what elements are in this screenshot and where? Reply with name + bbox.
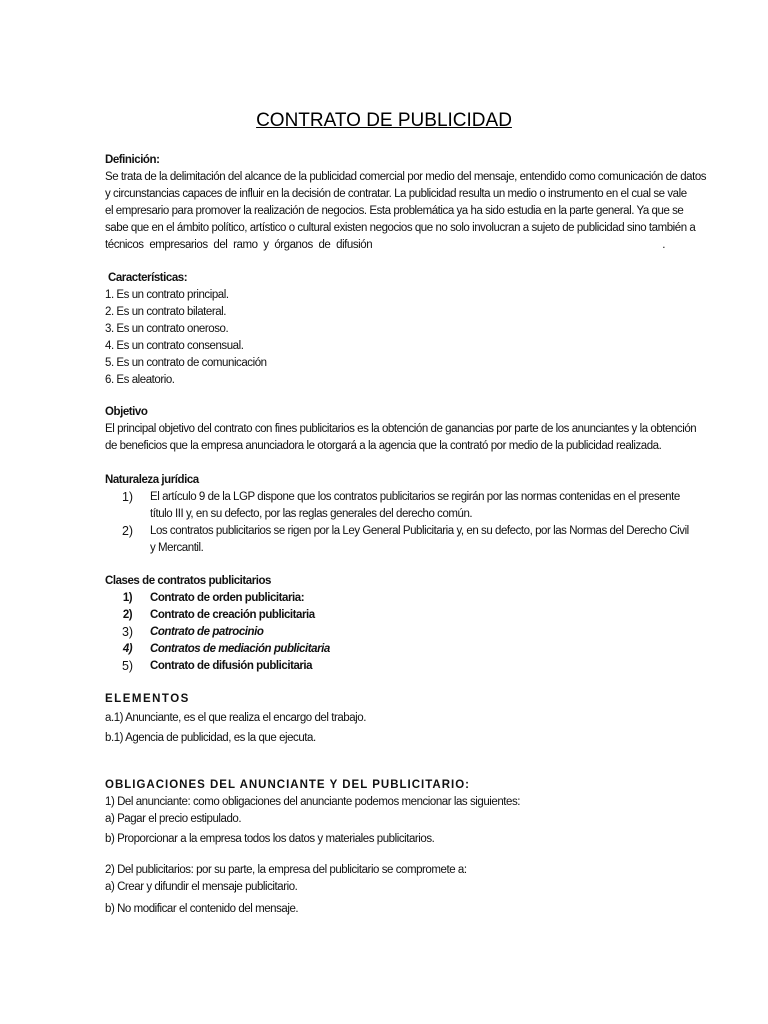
list-item: b) No modificar el contenido del mensaje. [105, 903, 299, 915]
item-number: 2) [121, 524, 134, 538]
list-item: 2) Del publicitarios: por su parte, la empresa del publicitario se compromete a: [105, 864, 467, 876]
item-number: 3) [121, 625, 134, 639]
list-item: b) Proporcionar a la empresa todos los datos y materiales publicitarios. [105, 833, 435, 845]
clases-item [105, 607, 665, 624]
naturaleza-line: y Mercantil. [150, 542, 204, 554]
item-number: 2) [122, 609, 133, 621]
naturaleza-item [105, 523, 689, 557]
clases-item-text: Contrato de orden publicitaria: [150, 592, 305, 604]
objetivo-heading: Objetivo [105, 406, 148, 418]
list-item: a) Crear y difundir el mensaje publicitario. [105, 881, 298, 893]
definicion-last-line [105, 237, 665, 254]
elementos-section [105, 691, 665, 747]
item-number: 4) [122, 643, 133, 655]
naturaleza-section [105, 472, 689, 557]
naturaleza-item [105, 489, 680, 523]
clases-item-text: Contrato de difusión publicitaria [150, 660, 313, 672]
definicion-line: Se trata de la delimitación del alcance de la publicidad comercial por medio del mensaje, entendido como comunicación de datos [105, 171, 707, 183]
list-item: 2. Es un contrato bilateral. [105, 306, 227, 318]
definicion-line: técnicos empresarios del ramo y órganos de difusión [105, 239, 373, 251]
clases-section [105, 573, 665, 675]
definicion-line: y circunstancias capaces de influir en la decisión de contratar. La publicidad resulta un medio o instrumento en el cual se vale [105, 188, 687, 200]
clases-item-text: Contratos de mediación publicitaria [150, 643, 330, 655]
list-item: 6. Es aleatorio. [105, 374, 175, 386]
definicion-section [105, 152, 707, 254]
obligaciones-heading: OBLIGACIONES DEL ANUNCIANTE Y DEL PUBLICITARIO: [105, 779, 470, 791]
item-number: 1) [121, 490, 134, 504]
clases-item [105, 590, 665, 607]
clases-item [105, 641, 665, 658]
naturaleza-line: El artículo 9 de la LGP dispone que los contratos publicitarios se regirán por las normas contenidas en el presente [150, 491, 680, 503]
list-item: 3. Es un contrato oneroso. [105, 323, 229, 335]
list-item: 4. Es un contrato consensual. [105, 340, 244, 352]
item-number: 5) [121, 659, 134, 673]
list-item: a) Pagar el precio estipulado. [105, 813, 242, 825]
definicion-trailing-dot: . [662, 239, 665, 251]
clases-item [105, 624, 665, 641]
clases-item-text: Contrato de patrocinio [150, 626, 264, 638]
list-item: a.1) Anunciante, es el que realiza el encargo del trabajo. [105, 712, 366, 724]
definicion-line: el empresario para promover la realización de negocios. Esta problemática ya ha sido estudia en la parte general. Ya que se [105, 205, 684, 217]
clases-item-text: Contrato de creación publicitaria [150, 609, 315, 621]
objetivo-line: de beneficios que la empresa anunciadora le otorgará a la agencia que la contrató por medio de la publicidad realizada. [105, 440, 662, 452]
clases-heading: Clases de contratos publicitarios [105, 575, 272, 587]
caracteristicas-section [105, 270, 665, 389]
caracteristicas-heading: Características: [108, 272, 188, 284]
objetivo-section [105, 404, 697, 455]
list-item: 1) Del anunciante: como obligaciones del anunciante podemos mencionar las siguientes: [105, 796, 521, 808]
naturaleza-line: Los contratos publicitarios se rigen por la Ley General Publicitaria y, en su defecto, por las Normas del Derecho Civil [150, 525, 689, 537]
obligaciones-section [105, 777, 665, 918]
list-item: 1. Es un contrato principal. [105, 289, 229, 301]
naturaleza-line: título III y, en su defecto, por las reglas generales del derecho común. [150, 508, 473, 520]
list-item: b.1) Agencia de publicidad, es la que ejecuta. [105, 732, 316, 744]
definicion-heading: Definición: [105, 154, 160, 166]
naturaleza-heading: Naturaleza jurídica [105, 474, 199, 486]
page-title: CONTRATO DE PUBLICIDAD [256, 110, 512, 131]
clases-item [105, 658, 665, 675]
list-item: 5. Es un contrato de comunicación [105, 357, 267, 369]
item-number: 1) [122, 592, 133, 604]
definicion-line: sabe que en el ámbito político, artístico o cultural existen negocios que no solo involucran a sujeto de publicidad sino también a [105, 222, 696, 234]
objetivo-line: El principal objetivo del contrato con fines publicitarios es la obtención de ganancias por parte de los anunciantes y la obtención [105, 423, 697, 435]
elementos-heading: ELEMENTOS [105, 693, 190, 705]
